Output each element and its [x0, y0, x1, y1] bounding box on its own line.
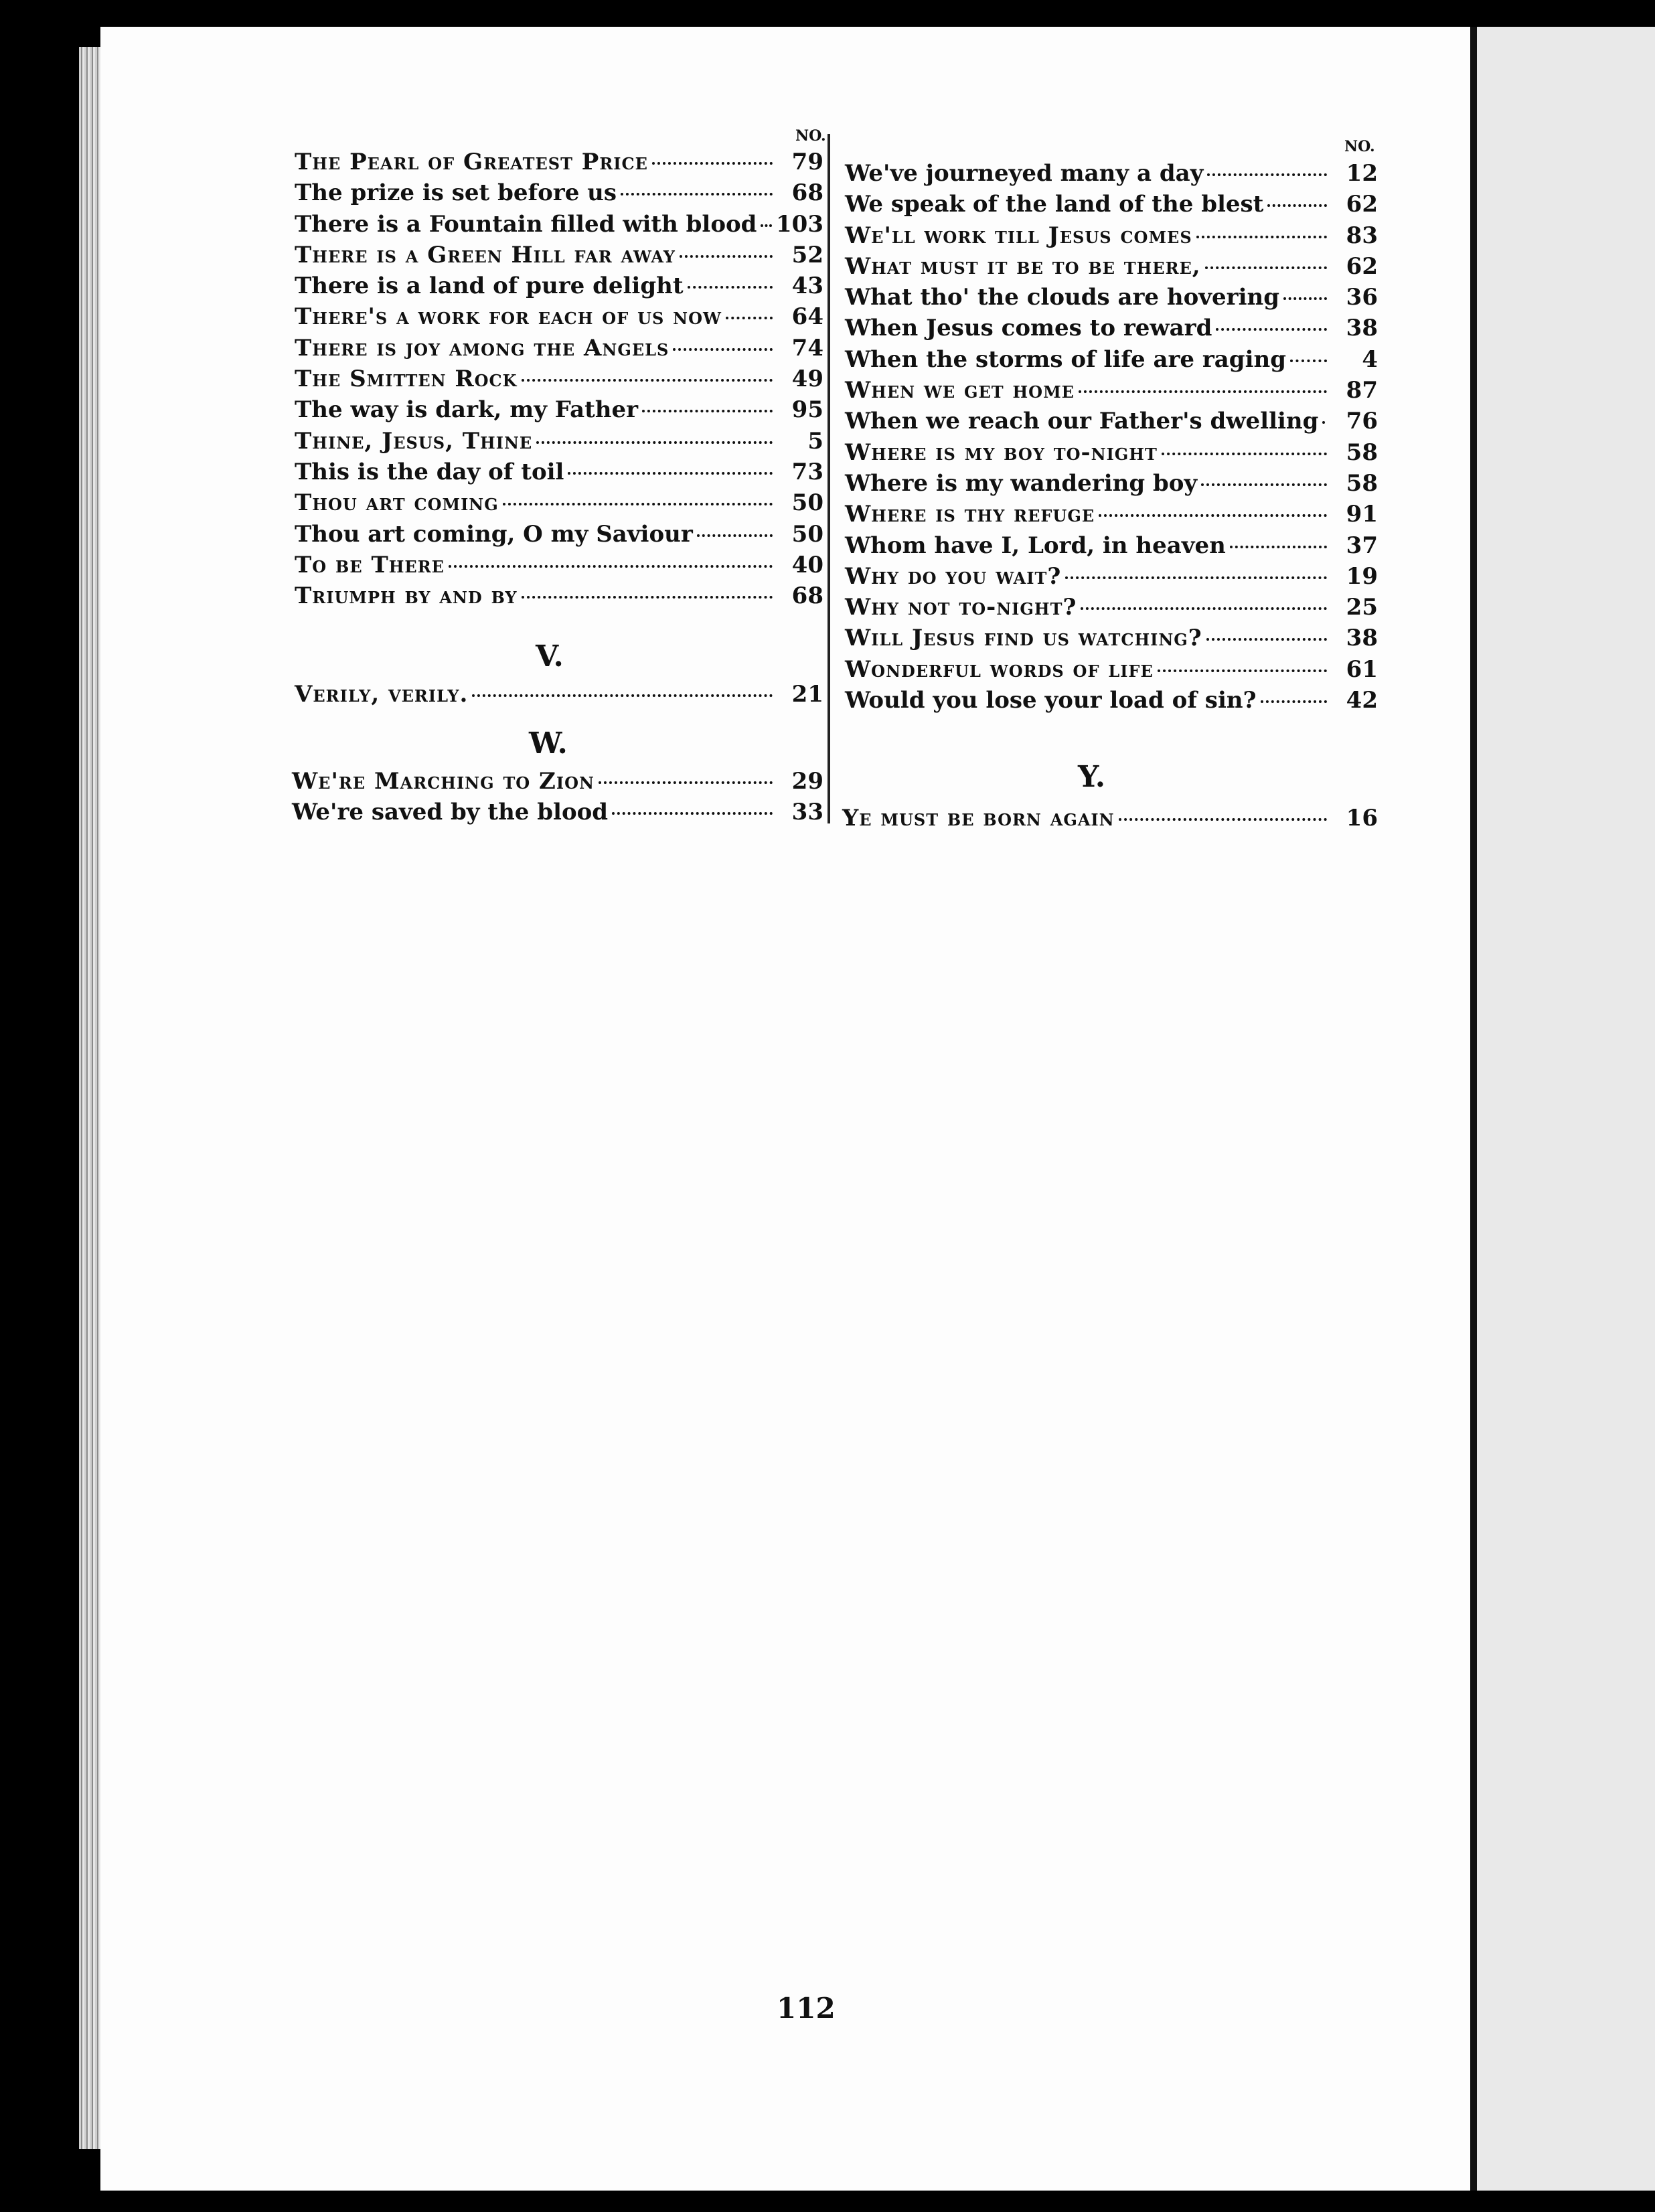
leader-dots — [449, 542, 773, 568]
entry-number: 103 — [776, 210, 823, 238]
entry-title: Where is thy refuge — [845, 501, 1095, 528]
entry-number: 38 — [1346, 315, 1378, 342]
entry-number: 21 — [791, 681, 823, 708]
leader-dots — [1261, 678, 1327, 703]
section-letter-y: Y. — [1078, 760, 1106, 794]
facing-page — [1477, 27, 1655, 2191]
entry-title: We'll work till Jesus comes — [845, 222, 1192, 249]
leader-dots — [1079, 368, 1327, 393]
entry-title: When we reach our Father's dwelling — [845, 408, 1319, 435]
index-entry — [295, 578, 823, 609]
entry-number: 12 — [1346, 160, 1378, 187]
entry-title: We've journeyed many a day — [845, 160, 1204, 187]
entry-title: Thou art coming — [295, 489, 499, 517]
index-entry — [292, 794, 823, 825]
entry-number: 49 — [791, 366, 823, 393]
index-entry — [295, 175, 823, 206]
entry-number: 68 — [791, 179, 823, 207]
entry-title: What tho' the clouds are hovering — [845, 284, 1280, 311]
entry-number: 37 — [1346, 532, 1378, 559]
leader-dots — [761, 202, 772, 227]
leader-dots — [536, 418, 773, 444]
entry-number: 61 — [1346, 655, 1378, 683]
y-entries — [842, 800, 1378, 831]
leader-dots — [1119, 795, 1327, 821]
entry-title: Triumph by and by — [295, 582, 518, 610]
leader-dots — [697, 511, 773, 537]
entry-number: 76 — [1346, 408, 1378, 435]
leader-dots — [472, 672, 773, 697]
entry-number: 33 — [791, 799, 823, 826]
entry-number: 38 — [1346, 625, 1378, 652]
entry-title: To be There — [295, 551, 445, 578]
leader-dots — [1201, 461, 1327, 486]
leader-dots — [1207, 151, 1327, 176]
entry-number: 83 — [1346, 222, 1378, 249]
entry-title: There is a land of pure delight — [295, 272, 684, 300]
index-entry — [845, 682, 1378, 713]
entry-title: Why not to-night? — [845, 594, 1077, 621]
entry-title: Would you lose your load of sin? — [845, 687, 1257, 714]
entry-number: 52 — [791, 241, 823, 268]
left-entries — [295, 144, 823, 609]
entry-title: The prize is set before us — [295, 179, 617, 207]
entry-title: When the storms of life are raging — [845, 345, 1286, 373]
column-divider — [828, 134, 830, 823]
left-index-column — [295, 144, 823, 609]
index-entry — [295, 676, 823, 707]
index-entry — [845, 372, 1378, 403]
entry-number: 25 — [1346, 594, 1378, 621]
entry-number: 16 — [1346, 805, 1378, 832]
entry-number: 50 — [791, 520, 823, 548]
entry-title: What must it be to be there, — [845, 252, 1201, 280]
leader-dots — [1158, 647, 1327, 672]
entry-number: 58 — [1346, 469, 1378, 497]
entry-title: When Jesus comes to reward — [845, 315, 1212, 342]
entry-number: 40 — [791, 551, 823, 578]
entry-number: 29 — [791, 768, 823, 795]
entry-number: 36 — [1346, 284, 1378, 311]
entry-title: Will Jesus find us watching? — [845, 625, 1202, 652]
entry-number: 91 — [1346, 501, 1378, 528]
leader-dots — [673, 325, 773, 351]
leader-dots — [1099, 491, 1327, 517]
entry-title: We're Marching to Zion — [292, 768, 595, 795]
entry-number: 19 — [1346, 562, 1378, 590]
entry-title: Where is my wandering boy — [845, 469, 1198, 497]
entry-number: 50 — [791, 489, 823, 517]
leader-dots — [621, 170, 773, 195]
entry-title: There is a Green Hill far away — [295, 241, 676, 268]
leader-dots — [652, 139, 773, 165]
leader-dots — [680, 232, 773, 258]
entry-title: Ye must be born again — [842, 805, 1115, 832]
leader-dots — [522, 573, 773, 599]
entry-title: Why do you wait? — [845, 562, 1062, 590]
index-entry — [842, 800, 1378, 831]
entry-number: 42 — [1346, 687, 1378, 714]
leader-dots — [1216, 305, 1327, 331]
leader-dots — [726, 294, 773, 319]
leader-dots — [642, 387, 773, 412]
leader-dots — [1162, 430, 1327, 455]
w-index-section — [292, 763, 823, 825]
v-entries — [295, 676, 823, 707]
entry-title: The way is dark, my Father — [295, 396, 639, 424]
entry-title: Wonderful words of life — [845, 655, 1154, 683]
leader-dots — [1081, 584, 1327, 610]
entry-title: We speak of the land of the blest — [845, 191, 1264, 218]
entry-number: 87 — [1346, 377, 1378, 404]
entry-title: Whom have I, Lord, in heaven — [845, 532, 1226, 559]
entry-number: 5 — [807, 427, 823, 455]
entry-title: We're saved by the blood — [292, 799, 609, 826]
page-number: 112 — [777, 1992, 836, 2025]
entry-number: 43 — [791, 272, 823, 300]
leader-dots — [599, 759, 773, 784]
right-no-header: NO. — [1344, 138, 1375, 155]
entry-number: 62 — [1346, 252, 1378, 280]
leader-dots — [1230, 523, 1327, 548]
section-letter-v: V. — [536, 639, 564, 674]
entry-title: There's a work for each of us now — [295, 303, 722, 331]
entry-title: The Pearl of Greatest Price — [295, 149, 648, 175]
section-letter-w: W. — [529, 726, 568, 761]
entry-number: 74 — [791, 334, 823, 362]
entry-title: Where is my boy to-night — [845, 439, 1158, 466]
leader-dots — [1290, 337, 1327, 362]
left-no-header: NO. — [795, 127, 826, 145]
entry-number: 4 — [1362, 345, 1378, 373]
leader-dots — [522, 356, 773, 382]
leader-dots — [1267, 181, 1327, 207]
leader-dots — [1205, 244, 1327, 269]
leader-dots — [688, 263, 773, 289]
entry-title: This is the day of toil — [295, 458, 564, 485]
leader-dots — [1065, 554, 1327, 579]
entry-number: 64 — [791, 303, 823, 331]
gutter-shadow — [1470, 27, 1477, 2191]
entry-number: 58 — [1346, 439, 1378, 466]
y-index-section — [842, 800, 1378, 831]
right-index-column — [845, 155, 1378, 713]
leader-dots — [612, 789, 773, 815]
entry-title: Thine, Jesus, Thine — [295, 427, 533, 455]
w-entries — [292, 763, 823, 825]
right-entries — [845, 155, 1378, 713]
entry-title: There is joy among the Angels — [295, 334, 669, 362]
entry-number: 95 — [791, 396, 823, 424]
leader-dots — [1206, 615, 1327, 641]
leader-dots — [568, 449, 773, 475]
entry-title: There is a Fountain filled with blood — [295, 210, 757, 238]
v-index-section — [295, 676, 823, 707]
entry-number: 68 — [791, 582, 823, 610]
entry-title: When we get home — [845, 377, 1075, 404]
entry-number: 73 — [791, 458, 823, 485]
entry-title: The Smitten Rock — [295, 366, 518, 393]
entry-title: Thou art coming, O my Saviour — [295, 520, 693, 548]
entry-number: 79 — [791, 149, 823, 175]
leader-dots — [503, 480, 773, 505]
entry-title: Verily, verily. — [295, 681, 469, 708]
leader-dots — [1322, 398, 1327, 424]
entry-number: 62 — [1346, 191, 1378, 218]
leader-dots — [1283, 274, 1327, 300]
leader-dots — [1196, 213, 1327, 238]
